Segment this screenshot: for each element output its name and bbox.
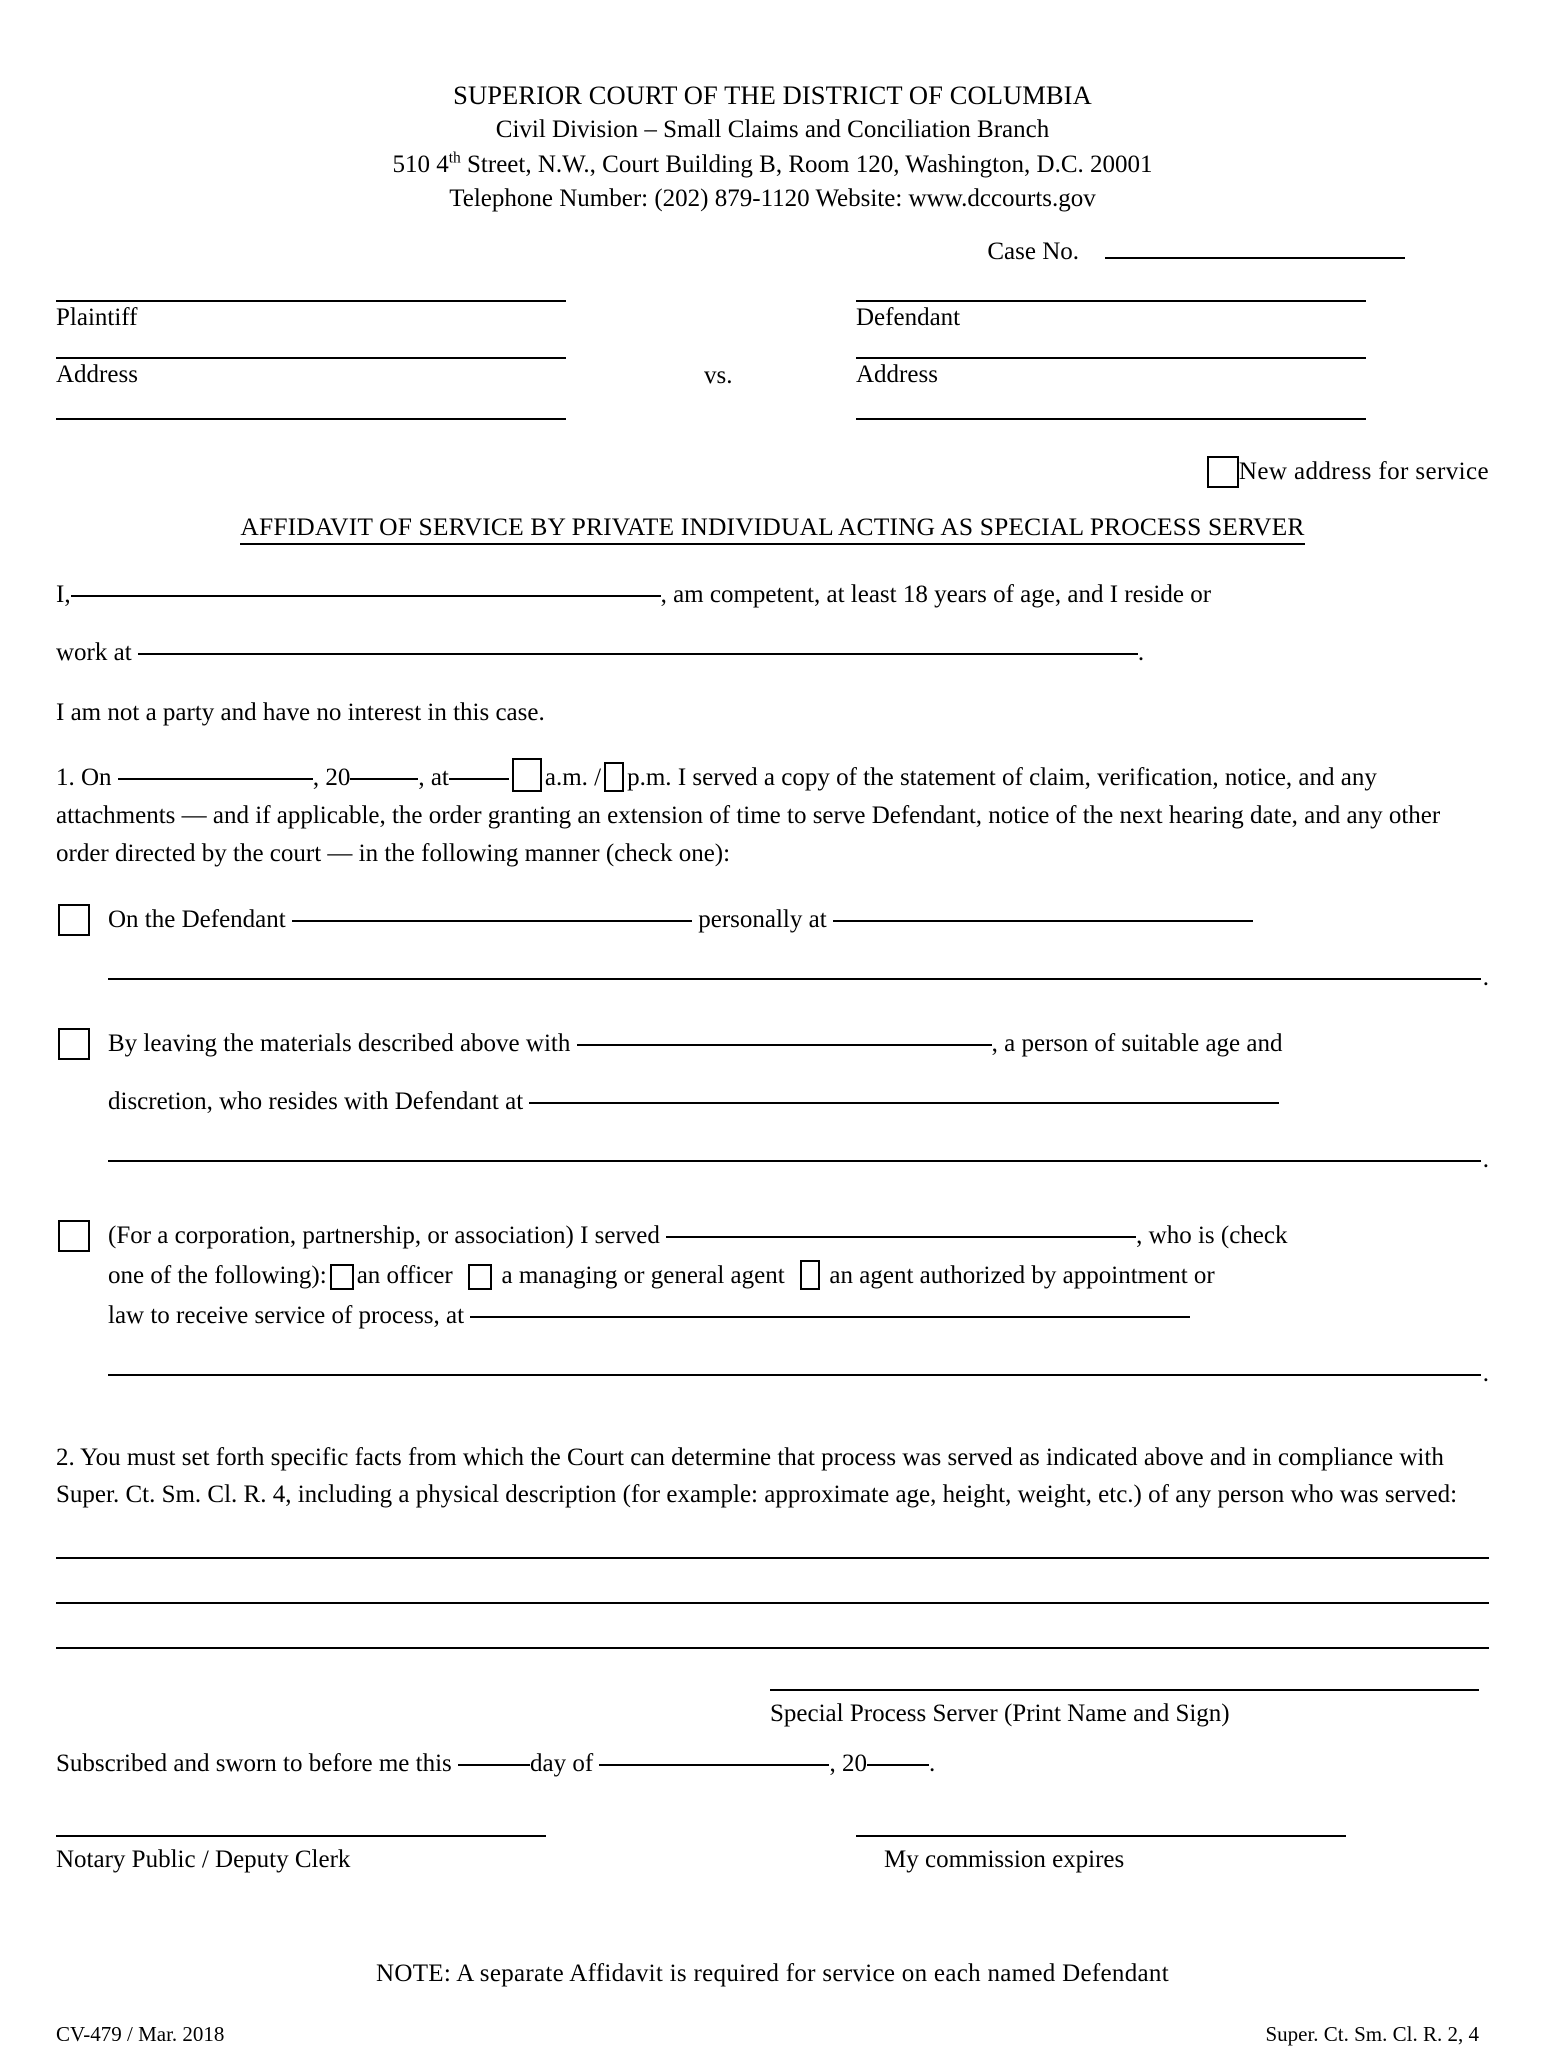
sworn-year-input[interactable] [867, 1763, 929, 1766]
option-b-prefix: By leaving the materials described above with [108, 1029, 571, 1057]
page-title-text: AFFIDAVIT OF SERVICE BY PRIVATE INDIVIDUAL ACTING AS SPECIAL PROCESS SERVER [240, 512, 1304, 545]
notary-block [56, 1835, 1489, 1905]
court-address-post: Street, N.W., Court Building B, Room 120, Washington, D.C. 20001 [460, 150, 1153, 178]
pm-label: p.m. [627, 763, 672, 791]
case-number-row [56, 238, 1489, 266]
option-on-defendant-text [56, 901, 1489, 939]
option-b-line-2 [56, 1083, 1489, 1121]
recipient-name-input[interactable] [577, 1043, 992, 1046]
item-1-at-label: , at [418, 763, 449, 791]
item-1-served-text: I served a copy of the statement of claim, verification, [677, 763, 1219, 791]
facts-write-in-area [56, 1557, 1489, 1649]
option-c-continuation-input[interactable] [108, 1373, 1481, 1376]
work-at-period: . [1137, 638, 1145, 666]
option-b-suffix: , a person of suitable age and [991, 1029, 1283, 1057]
option-a-middle: personally at [698, 905, 827, 933]
defendant-column [856, 300, 1366, 420]
court-address [56, 149, 1489, 182]
option-a-continuation [108, 959, 1489, 997]
option-c-suffix: , who is (check [1136, 1221, 1288, 1249]
sworn-year-prefix: , 20 [829, 1749, 867, 1777]
declarant-line [56, 576, 1489, 614]
option-c-continuation [108, 1355, 1489, 1393]
service-time-input[interactable] [449, 777, 509, 780]
work-at-label: work at [56, 638, 132, 666]
item-1-line-2: notice, and any attachments — and if applicable, the order granting an extension of time to serve Defendant, notice of [56, 763, 1377, 829]
facts-line-1[interactable] [56, 1557, 1489, 1559]
service-date-input[interactable] [118, 777, 313, 780]
defendant-address-input-2[interactable] [856, 418, 1366, 420]
commission-expires-label: My commission expires [884, 1845, 1125, 1873]
corporate-agent-name-input[interactable] [666, 1235, 1136, 1238]
court-address-pre: 510 4 [392, 150, 449, 178]
option-c-line-3 [56, 1297, 1489, 1335]
facts-line-2[interactable] [56, 1602, 1489, 1604]
rule-citation: Super. Ct. Sm. Cl. R. 2, 4 [1265, 2021, 1479, 2046]
sworn-day-label: day of [530, 1749, 594, 1777]
form-footer [56, 2019, 1489, 2059]
item-1-number: 1. On [56, 763, 112, 791]
form-number: CV-479 / Mar. 2018 [56, 2021, 225, 2046]
option-a-prefix: On the Defendant [108, 905, 286, 933]
page-title [56, 512, 1489, 542]
option-c-subchoices [56, 1257, 1489, 1295]
commission-expires-input[interactable] [856, 1835, 1346, 1837]
option-leaving-materials [56, 1025, 1489, 1179]
option-a-period: . [1482, 963, 1489, 991]
court-contact: Telephone Number: (202) 879-1120 Website: www.dccourts.gov [449, 185, 1096, 213]
parties-block [56, 300, 1489, 450]
sworn-end: . [928, 1749, 936, 1777]
declarant-prefix: I, [56, 580, 71, 608]
option-b-period: . [1482, 1145, 1489, 1173]
item-2-line-2: in compliance with Super. Ct. Sm. Cl. R. 4, including a physical description (for example: approximate age, height, [56, 1443, 1444, 1509]
defendant-label: Defendant [856, 303, 961, 331]
case-number-input[interactable] [1105, 256, 1405, 259]
option-a-continuation-input[interactable] [108, 977, 1481, 980]
work-at-input[interactable] [138, 652, 1138, 655]
option-b-line2-prefix: discretion, who resides with Defendant at [108, 1087, 524, 1115]
notary-signature-input[interactable] [56, 1835, 546, 1837]
court-division: Civil Division – Small Claims and Conciliation Branch [495, 116, 1050, 144]
item-2-line-1: 2. You must set forth specific facts from which the Court can determine that process was served as indicated above and [56, 1443, 1246, 1471]
facts-line-3[interactable] [56, 1647, 1489, 1649]
option-c-period: . [1482, 1359, 1489, 1387]
form-note: NOTE: A separate Affidavit is required for service on each named Defendant [376, 1959, 1169, 1987]
option-leaving-materials-checkbox[interactable] [58, 1028, 90, 1060]
ordinal-suffix: th [448, 149, 461, 167]
case-number-label: Case No. [987, 237, 1079, 265]
option-corporation-text [56, 1217, 1489, 1255]
process-server-caption: Special Process Server (Print Name and Sign) [770, 1699, 1230, 1727]
am-checkbox[interactable] [512, 758, 542, 792]
work-at-line [56, 634, 1489, 672]
new-address-label: New address for service [1238, 457, 1489, 485]
sworn-month-input[interactable] [599, 1763, 829, 1766]
sworn-statement [56, 1745, 935, 1783]
notary-label: Notary Public / Deputy Clerk [56, 1845, 351, 1873]
pm-checkbox[interactable] [604, 762, 624, 792]
plaintiff-address-label: Address [56, 360, 138, 388]
plaintiff-label: Plaintiff [56, 303, 138, 331]
plaintiff-column [56, 300, 566, 420]
declarant-name-input[interactable] [71, 594, 661, 597]
option-c-prefix: (For a corporation, partnership, or association) I served [108, 1221, 660, 1249]
option-b-continuation [108, 1141, 1489, 1179]
authorized-agent-checkbox[interactable] [800, 1260, 820, 1290]
item-2-line-3: weight, etc.) of any person who was served: [1017, 1481, 1458, 1509]
item-1-year-prefix: , 20 [312, 763, 351, 791]
option-b-continuation-input[interactable] [108, 1159, 1481, 1162]
option-corporation-checkbox[interactable] [58, 1220, 90, 1252]
declarant-suffix: , am competent, at least 18 years of age, and I reside or [660, 580, 1212, 608]
corporate-service-address-input[interactable] [470, 1315, 1190, 1318]
authorized-agent-label: an agent authorized by appointment or [829, 1261, 1215, 1289]
signature-block [56, 1689, 1489, 1809]
managing-agent-checkbox[interactable] [468, 1264, 492, 1290]
officer-label: an officer [356, 1261, 453, 1289]
plaintiff-address-input-2[interactable] [56, 418, 566, 420]
item-2 [56, 1439, 1489, 1514]
am-label: a.m. / [544, 763, 602, 791]
new-address-checkbox[interactable] [1207, 456, 1239, 488]
option-corporation [56, 1217, 1489, 1393]
option-c-line2-prefix: one of the following): [108, 1261, 327, 1289]
defendant-address-label: Address [856, 360, 938, 388]
option-on-defendant-checkbox[interactable] [58, 904, 90, 936]
sworn-prefix: Subscribed and sworn to before me this [56, 1749, 452, 1777]
option-on-defendant [56, 901, 1489, 997]
officer-checkbox[interactable] [330, 1264, 354, 1290]
defendant-served-name-input[interactable] [292, 919, 692, 922]
item-1-line-3: the next hearing date, and any other order directed by the court — in the following manner (check one): [56, 801, 1441, 867]
item-1 [56, 758, 1489, 873]
residence-address-input[interactable] [529, 1101, 1279, 1104]
not-a-party-line: I am not a party and have no interest in this case. [56, 698, 545, 726]
affidavit-body [56, 576, 1489, 2059]
service-year-input[interactable] [350, 777, 418, 780]
court-name: SUPERIOR COURT OF THE DISTRICT OF COLUMBIA [453, 80, 1092, 110]
process-server-signature-input[interactable] [770, 1689, 1479, 1691]
new-address-row [56, 456, 1489, 488]
option-c-line3-prefix: law to receive service of process, at [108, 1301, 465, 1329]
court-header [56, 78, 1489, 216]
versus-label: vs. [704, 361, 733, 389]
sworn-day-input[interactable] [458, 1763, 530, 1766]
defendant-served-place-input[interactable] [833, 919, 1253, 922]
managing-agent-label: a managing or general agent [501, 1261, 785, 1289]
option-leaving-materials-text [56, 1025, 1489, 1063]
form-sheet [56, 0, 1489, 2046]
